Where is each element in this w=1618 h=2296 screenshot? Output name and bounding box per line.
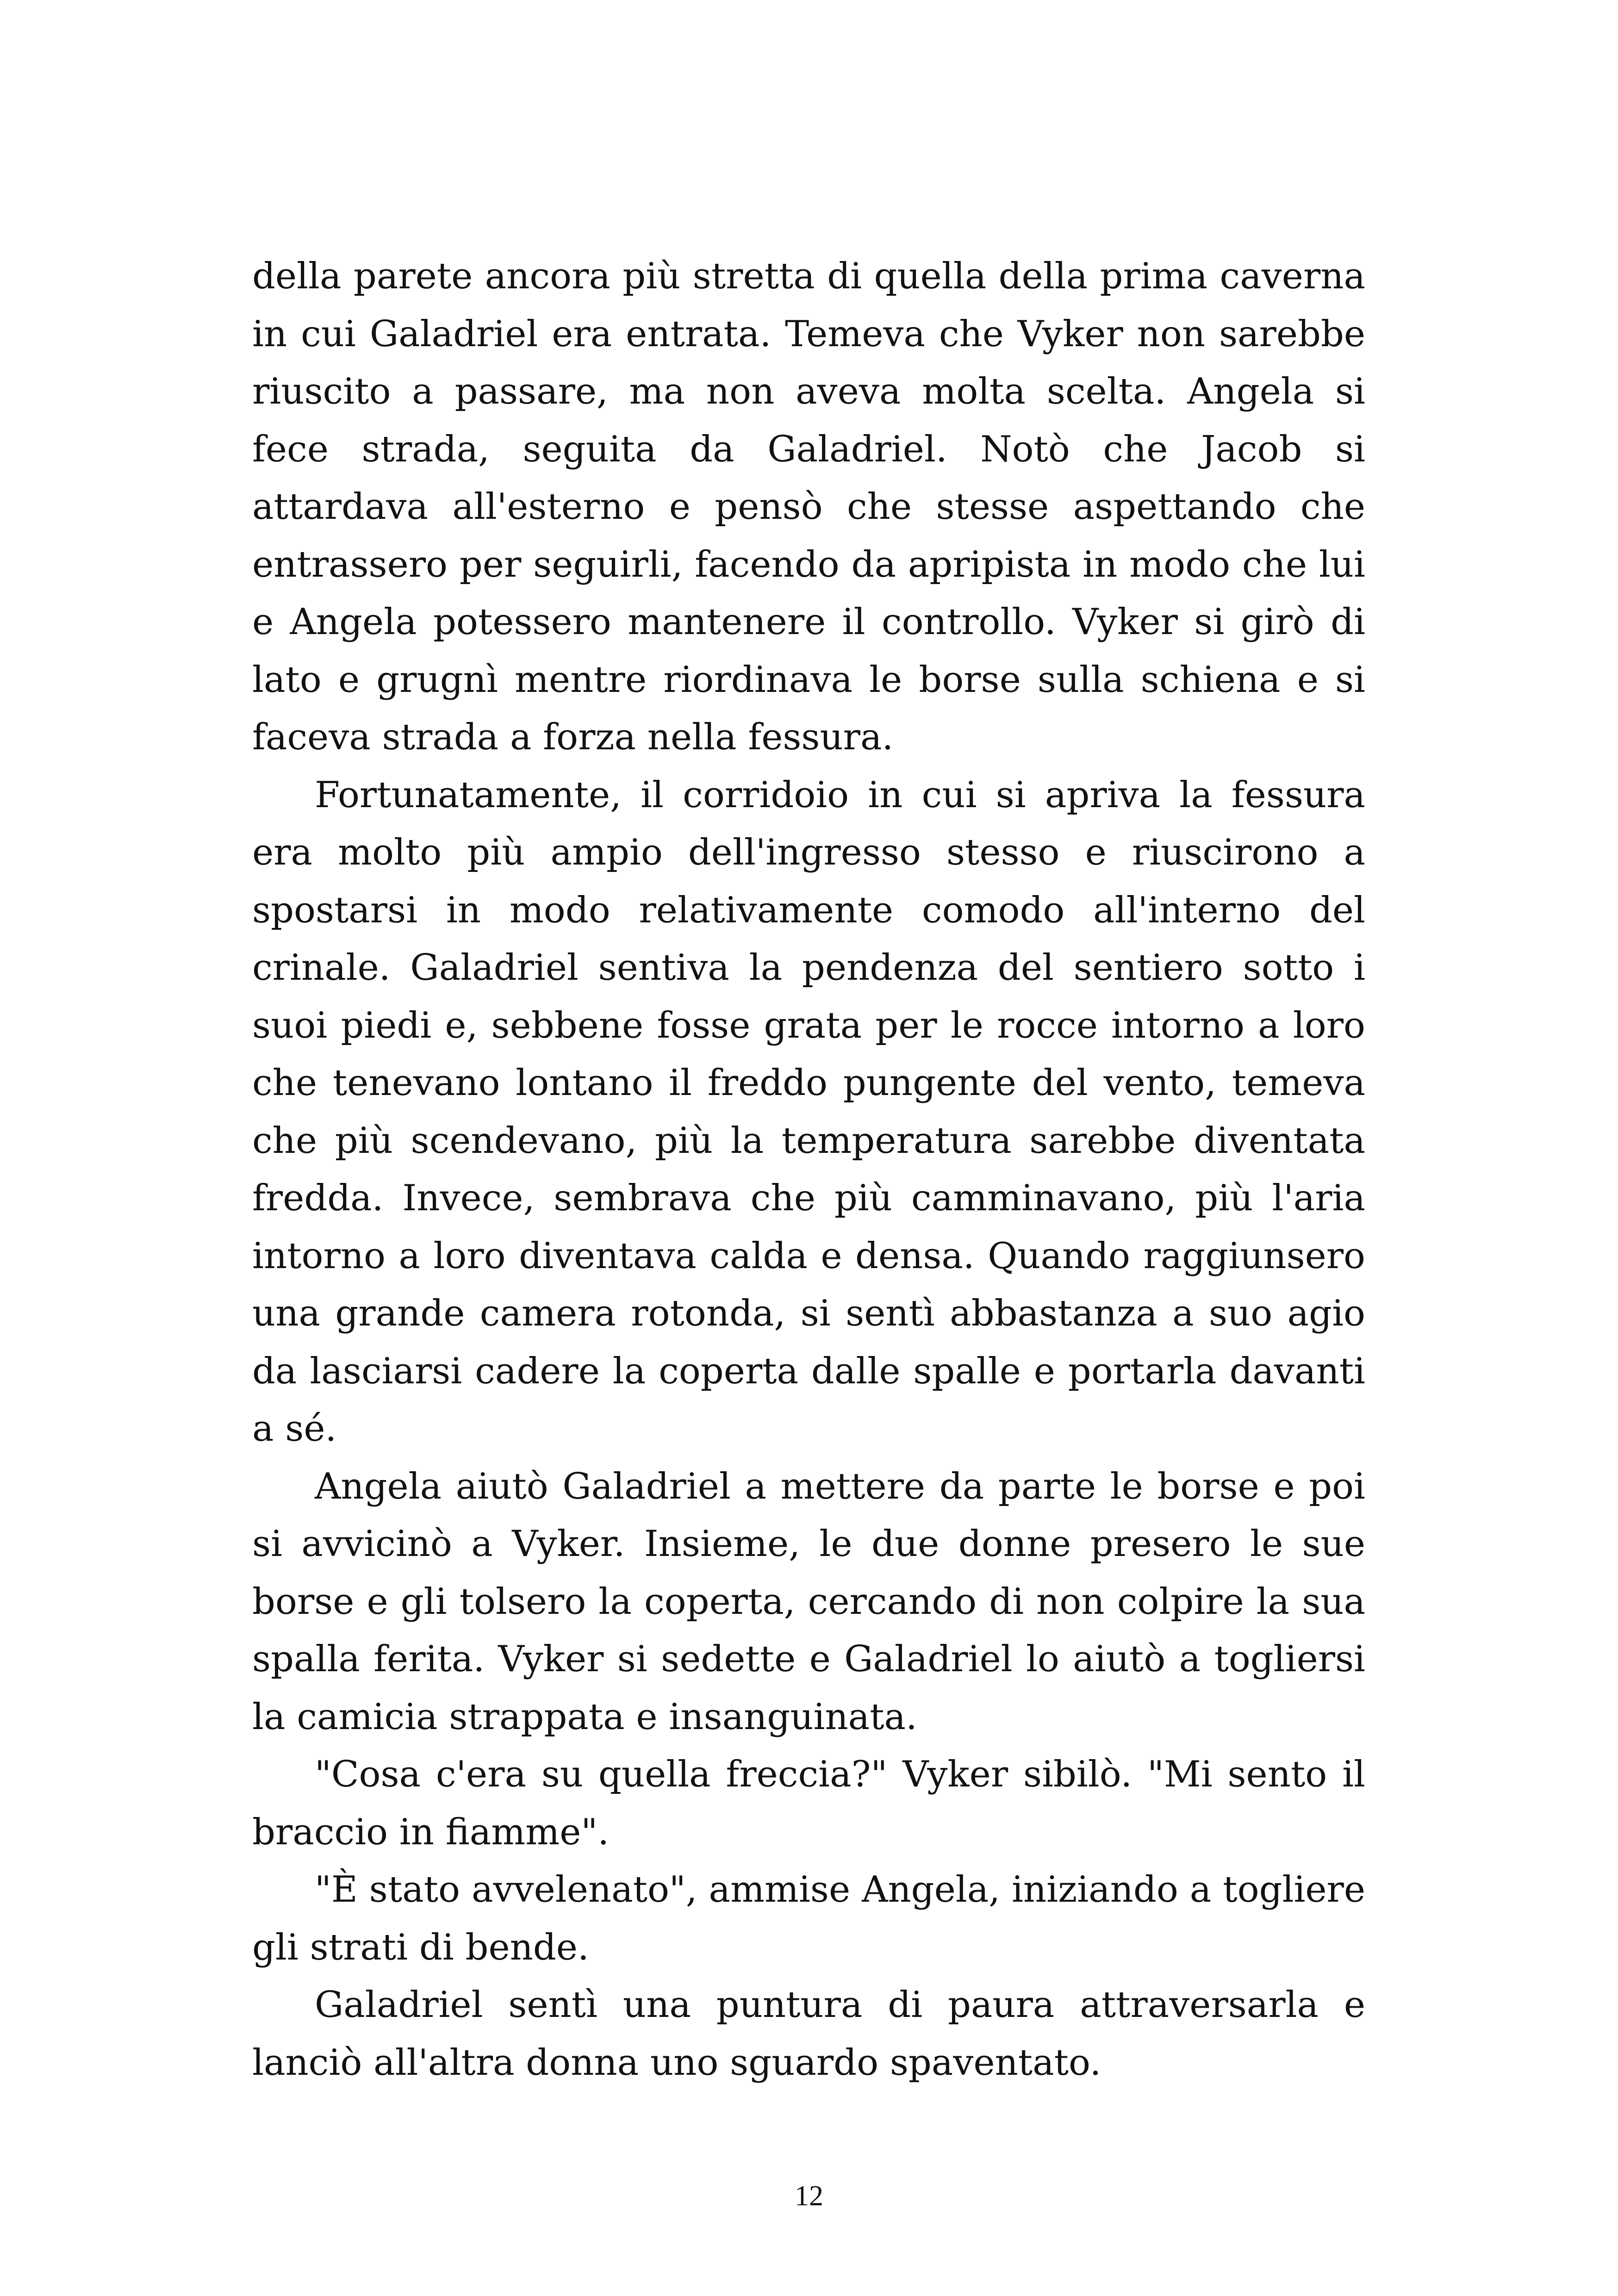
paragraph: Angela aiutò Galadriel a mettere da parte le borse e poi si avvicinò a Vyker. Insieme, le due donne presero le sue borse e gli tolsero la coperta, cercando di non colpire la sua spalla ferita. Vyker si sedette e Galadriel lo aiutò a togliersi la camicia strappata e insanguinata. [252, 1465, 1365, 1738]
paragraph-continuation: della parete ancora più stretta di quella della prima caverna in cui Galadriel era entrata. Temeva che Vyker non sarebbe riuscito a passare, ma non aveva molta scelta. Angela si fece strada, seguita da Galadriel. Notò che Jacob si attardava all'esterno e pensò che stesse aspettando che entrassero per seguirli, facendo da apripista in modo che lui e Angela potessero mantenere il controllo. Vyker si girò di lato e grugnì mentre riordinava le borse sulla schiena e si faceva strada a forza nella fessura. [252, 255, 1365, 758]
dialogue-paragraph: "È stato avvelenato", ammise Angela, iniziando a togliere gli strati di bende. [252, 1869, 1365, 1968]
paragraph: Fortunatamente, il corridoio in cui si apriva la fessura era molto più ampio dell'ingresso stesso e riuscirono a spostarsi in modo relativamente comodo all'interno del crinale. Galadriel sentiva la pendenza del sentiero sotto i suoi piedi e, sebbene fosse grata per le rocce intorno a loro che tenevano lontano il freddo pungente del vento, temeva che più scendevano, più la temperatura sarebbe diventata fredda. Invece, sembrava che più camminavano, più l'aria intorno a loro diventava calda e densa. Quando raggiunsero una grande camera rotonda, si sentì abbastanza a suo agio da lasciarsi cadere la coperta dalle spalle e portarla davanti a sé. [252, 774, 1365, 1450]
paragraph: Galadriel sentì una puntura di paura attraversarla e lanciò all'altra donna uno sguardo spaventato. [252, 1984, 1365, 2084]
dialogue-paragraph: "Cosa c'era su quella freccia?" Vyker sibilò. "Mi sento il braccio in fiamme". [252, 1754, 1365, 1853]
page-number: 12 [795, 2180, 823, 2212]
body-text [252, 248, 1365, 2091]
